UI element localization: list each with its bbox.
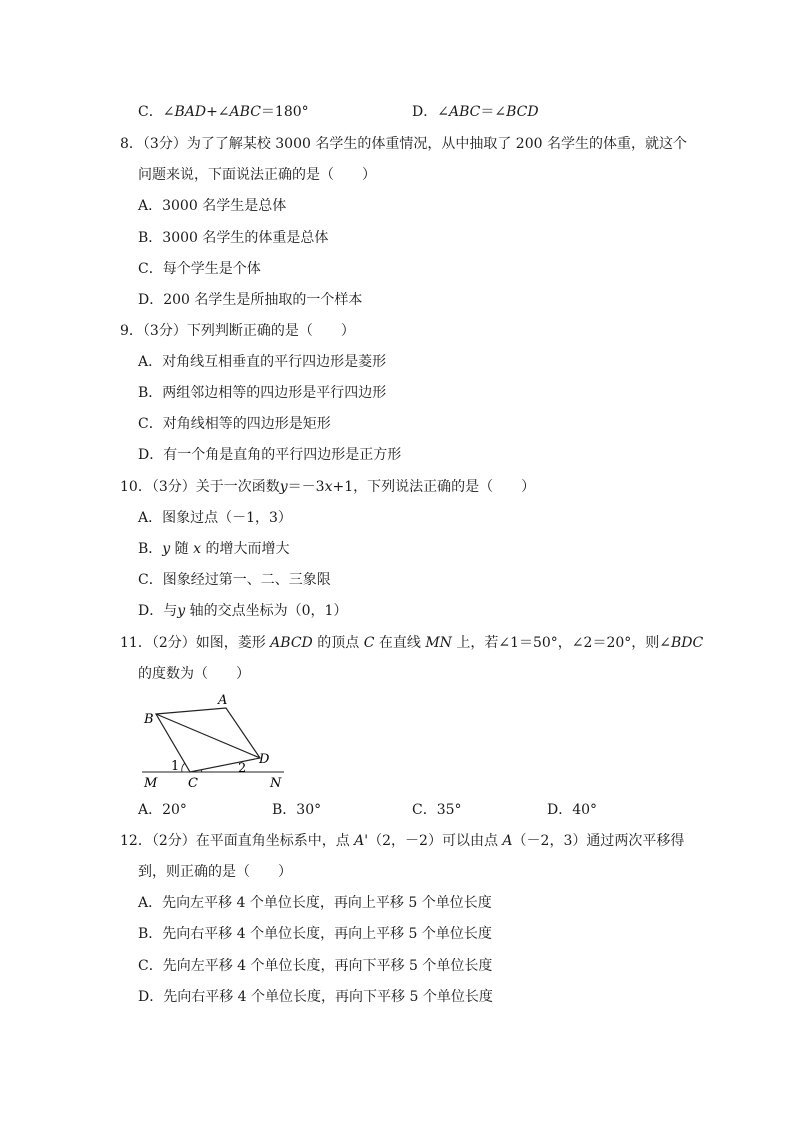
q10-option-c: C．图象经过第一、二、三象限 bbox=[138, 572, 331, 588]
q9-option-d: D．有一个角是直角的平行四边形是正方形 bbox=[138, 447, 402, 463]
angle-name: ABC bbox=[448, 104, 481, 120]
option-label: D． bbox=[412, 104, 438, 120]
variable: x bbox=[324, 479, 333, 495]
stem-text: （2，－2）可以由点 bbox=[368, 833, 503, 849]
q12-option-c: C．先向左平移 4 个单位长度，再向下平移 5 个单位长度 bbox=[138, 958, 493, 974]
q11-option-d: D．40° bbox=[547, 802, 598, 818]
label-d: D bbox=[259, 752, 270, 767]
q7-option-d bbox=[412, 103, 539, 121]
q11-stem-line1 bbox=[120, 634, 703, 652]
angle-name: BAD bbox=[174, 104, 207, 120]
variable: y bbox=[162, 541, 171, 557]
option-text: 轴的交点坐标为（0，1） bbox=[185, 603, 348, 619]
q10-option-b bbox=[138, 540, 289, 558]
q11-option-a: A．20° bbox=[138, 802, 187, 818]
line-name: MN bbox=[425, 635, 452, 651]
operator: +∠ bbox=[206, 104, 230, 120]
q12-stem-line2: 到，则正确的是（ ） bbox=[138, 864, 292, 880]
label-angle-2: 2 bbox=[238, 761, 247, 776]
q8-option-a: A．3000 名学生是总体 bbox=[138, 198, 287, 214]
equation-rest: ＝180° bbox=[260, 104, 309, 120]
label-n: N bbox=[270, 776, 282, 791]
q10-option-d bbox=[138, 602, 347, 620]
q8-option-d: D．200 名学生是所抽取的一个样本 bbox=[138, 292, 363, 308]
label-angle-1: 1 bbox=[171, 759, 180, 774]
stem-text: 12．（2分）在平面直角坐标系中，点 bbox=[120, 833, 355, 849]
label-c: C bbox=[188, 776, 198, 791]
label-m: M bbox=[144, 776, 158, 791]
q7-option-c bbox=[138, 103, 309, 121]
angle-symbol: ∠ bbox=[437, 104, 449, 120]
angle-name: BCD bbox=[506, 104, 539, 120]
q9-option-c: C．对角线相等的四边形是矩形 bbox=[138, 416, 331, 432]
option-text: 的增大而增大 bbox=[201, 541, 290, 557]
q11-option-b: B．30° bbox=[272, 802, 322, 818]
q12-option-d: D．先向右平移 4 个单位长度，再向下平移 5 个单位长度 bbox=[138, 989, 493, 1005]
q9-option-a: A．对角线互相垂直的平行四边形是菱形 bbox=[138, 354, 387, 370]
q8-option-c: C．每个学生是个体 bbox=[138, 261, 261, 277]
stem-text: 的顶点 bbox=[312, 635, 364, 651]
angle-name: BDC bbox=[671, 635, 704, 651]
label-a: A bbox=[218, 693, 228, 708]
option-text: D．与 bbox=[138, 603, 178, 619]
rhombus-figure bbox=[138, 690, 298, 796]
q11-stem-line2: 的度数为（ ） bbox=[138, 666, 250, 682]
q12-stem-line1 bbox=[120, 832, 684, 850]
variable: y bbox=[177, 603, 186, 619]
stem-text: 11．（2分）如图，菱形 bbox=[120, 635, 271, 651]
q9-option-b: B．两组邻边相等的四边形是平行四边形 bbox=[138, 385, 387, 401]
shape-name: ABCD bbox=[270, 635, 313, 651]
angle-symbol: ∠ bbox=[162, 104, 175, 120]
q8-stem-line2: 问题来说，下面说法正确的是（ ） bbox=[138, 167, 376, 183]
label-b: B bbox=[144, 712, 154, 727]
stem-text: （－2，3）通过两次平移得 bbox=[512, 833, 685, 849]
operator: ＝∠ bbox=[480, 104, 507, 120]
q12-option-b: B．先向右平移 4 个单位长度，再向上平移 5 个单位长度 bbox=[138, 926, 492, 942]
point-name: C bbox=[363, 635, 375, 651]
stem-text: 10．（3分）关于一次函数 bbox=[120, 479, 280, 495]
q11-option-c: C．35° bbox=[412, 802, 462, 818]
angle-1-arc bbox=[182, 763, 185, 772]
option-label: C． bbox=[138, 104, 163, 120]
q10-option-a: A．图象过点（－1，3） bbox=[138, 510, 292, 526]
variable: y bbox=[279, 479, 288, 495]
stem-text: +1，下列说法正确的是（ ） bbox=[332, 479, 536, 495]
q9-stem: 9．（3分）下列判断正确的是（ ） bbox=[120, 323, 355, 339]
q8-option-b: B．3000 名学生的体重是总体 bbox=[138, 230, 329, 246]
q12-option-a: A．先向左平移 4 个单位长度，再向上平移 5 个单位长度 bbox=[138, 895, 492, 911]
variable: x bbox=[193, 541, 202, 557]
point-name: A' bbox=[354, 833, 369, 849]
option-text: 随 bbox=[170, 541, 194, 557]
angle-name: ABC bbox=[229, 104, 261, 120]
point-name: A bbox=[502, 833, 513, 849]
stem-text: ＝－3 bbox=[287, 479, 325, 495]
stem-text: 在直线 bbox=[374, 635, 426, 651]
stem-text: 上，若∠1＝50°，∠2＝20°，则∠ bbox=[451, 635, 671, 651]
q10-stem bbox=[120, 478, 535, 496]
option-label: B． bbox=[138, 541, 163, 557]
q8-stem-line1: 8．（3分）为了了解某校 3000 名学生的体重情况，从中抽取了 200 名学生的体重，就这个 bbox=[120, 136, 687, 152]
